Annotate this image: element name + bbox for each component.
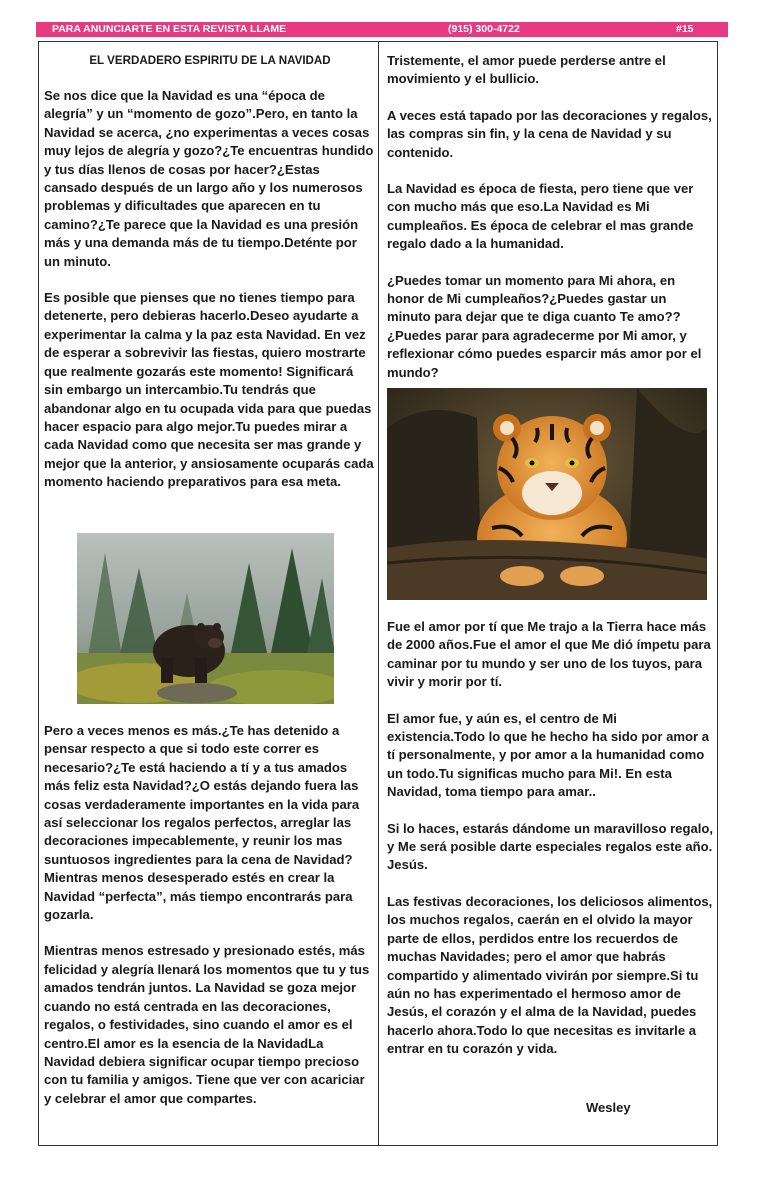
right-column-top [387, 52, 713, 382]
bear-photo [77, 533, 334, 704]
paragraph: Tristemente, el amor puede perderse antre el movimiento y el bullicio. [387, 53, 666, 87]
paragraph: La Navidad es época de fiesta, pero tiene que ver con mucho más que eso.La Navidad es Mi cumpleaños. Es época de celebrar el mas grande regalo dado a la humanidad. [387, 181, 694, 252]
phone-number[interactable]: (915) 300-4722 [448, 23, 520, 35]
page-number: #15 [676, 23, 694, 35]
right-column-bottom [387, 618, 713, 1059]
paragraph: Es posible que pienses que no tienes tiempo para detenerte, pero debieras hacerlo.Deseo ayudarte a experimentar la calma y la paz esta Navidad. En vez de esperar a sobrevivir las fiestas, quiero mostrarte que realmente gozarás este momento! Significará sin embargo un intercambio.Tu tendrás que abandonar algo en tu ocupada vida para que puedas hacer espacio para algo mejor.Tu puedes mirar a cada Navidad como que necesita ser mas grande y mejor que la anterior, y ansiosamente ocuparás cada momento haciendo preparativos para esa meta. [44, 290, 374, 490]
paragraph: Se nos dice que la Navidad es una “época de alegría” y un “momento de gozo”.Pero, en tanto la Navidad se acerca, ¿no experimentas a veces cosas muy lejos de alegría y gozo?¿Te encuentras hundido y tus días llenos de cosas por hacer?¿Estas cansado después de un largo año y los numerosos problemas y dificultades que aparecen en tu camino?¿Te parece que la Navidad es una presión más y una demanda más de tu tiempo.Deténte por un minuto. [44, 88, 374, 269]
tiger-illustration [387, 388, 707, 600]
left-column-top [44, 87, 374, 492]
paragraph: Mientras menos estresado y presionado estés, más felicidad y alegría llenará los momentos que tu y tus amados tendrán juntos. La Navidad se goza mejor cuando no está centrada en las decoraciones, regalos, o festividades, sino cuando el amor es el centro.El amor es la esencia de la NavidadLa Navidad debiera significar ocupar tiempo precioso con tu familia y amigos. Tiene que ver con acariciar y celebrar el amor que compartes. [44, 943, 370, 1106]
paragraph: ¿Puedes tomar un momento para Mi ahora, en honor de Mi cumpleaños?¿Puedes gastar un minuto para dejar que te diga cuanto Te amo??¿Puedes parar para agradecerme por Mi amor, y reflexionar cómo puedes esparcir más amor por el mundo? [387, 272, 702, 380]
paragraph: Si lo haces, estarás dándome un maravilloso regalo, y Me será posible darte especiales regalos este año. Jesús. [387, 820, 714, 873]
paragraph: A veces está tapado por las decoraciones y regalos, las compras sin fin, y la cena de Navidad y su contenido. [387, 107, 712, 160]
bear-illustration [77, 533, 334, 704]
paragraph: Pero a veces menos es más.¿Te has detenido a pensar respecto a que si todo este correr es necesario?¿Te está haciendo a tí y a tus amados más feliz esta Navidad?¿O estás dejando fuera las cosas verdaderamente importantes en la vida para así seleccionar los regalos perfectos, arreglar las decoraciones impecablemente, y reunir los mas suntuosos ingredientes para la cena de Navidad? Mientras menos desesperado estés en crear la Navidad “perfecta”, más tiempo encontrarás para gozarla. [44, 723, 360, 923]
paragraph: Fue el amor por tí que Me trajo a la Tierra hace más de 2000 años.Fue el amor el que Me dió ímpetu para caminar por tu mundo y ser uno de los tuyos, para vivir y morir por tí. [387, 619, 711, 690]
paragraph: Las festivas decoraciones, los deliciosos alimentos, los muchos regalos, caerán en el olvido la mayor parte de ellos, perdidos entre los recuerdos de muchas Navidades; pero el amor que habrás compartido y alimentado vivirán por siempre.Si tu aún no has experimentado el hermoso amor de Jesús, el corazón y el alma de la Navidad, puedes hacerlo ahora.Todo lo que necesitas es invitarle a entrar en tu corazón y vida. [387, 893, 713, 1057]
paragraph: El amor fue, y aún es, el centro de Mi existencia.Todo lo que he hecho ha sido por amor a tí personalmente, y por amor a la humanidad como un todo.Tu significas mucho para Mi!. En esta Navidad, toma tiempo para amar.. [387, 710, 710, 800]
tiger-photo [387, 388, 707, 600]
ad-text: PARA ANUNCIARTE EN ESTA REVISTA LLAME [52, 23, 287, 35]
signature: Wesley [586, 1100, 631, 1115]
column-divider [378, 41, 379, 1146]
header-bar [36, 22, 728, 37]
left-column-bottom [44, 722, 374, 1108]
article-title: EL VERDADERO ESPIRITU DE LA NAVIDAD [89, 54, 331, 67]
